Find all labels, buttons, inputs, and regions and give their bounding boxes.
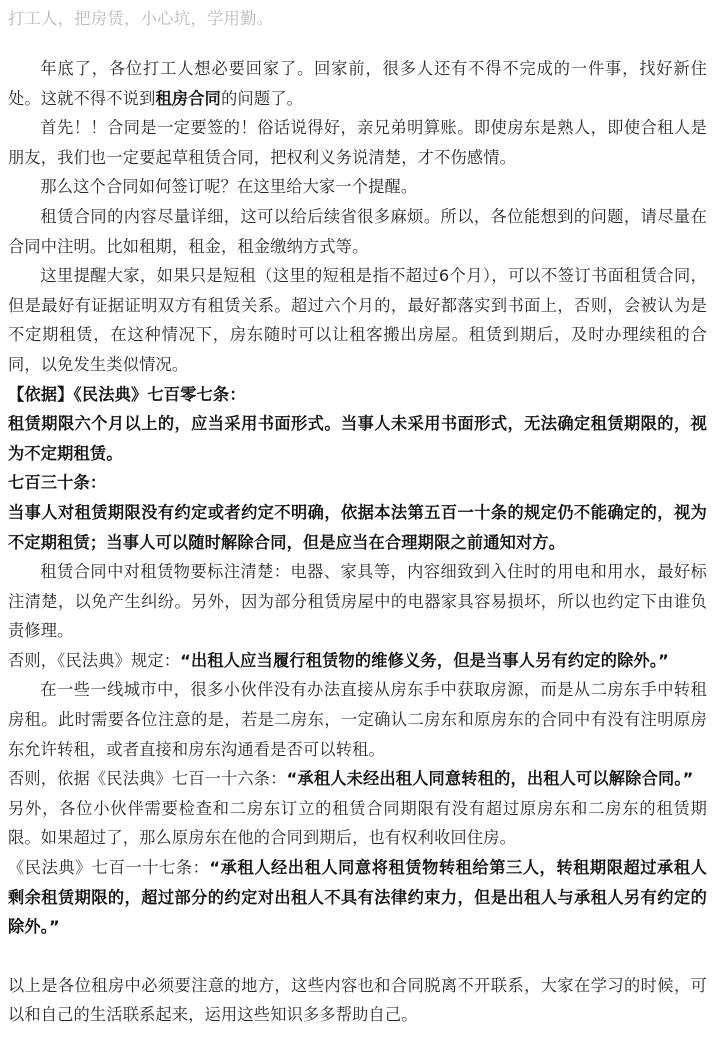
paragraph-p6 xyxy=(8,380,707,410)
paragraph-p5 xyxy=(8,261,707,379)
emphasis-text: “出租人应当履行租赁物的维修义务，但是当事人另有约定的除外。” xyxy=(180,650,669,670)
paragraph-p9 xyxy=(8,498,707,557)
body-text: 否则，依据《民法典》七百一十六条： xyxy=(8,769,287,789)
body-text: 这里提醒大家，如果只是短租（这里的短租是指不超过6个月），可以不签订书面租赁合同，但是最好有证据证明双方有租赁关系。超过六个月的，最好都落实到书面上，否则，会被认为是不定期租赁，在这种情况下，房东随时可以让租客搬出房屋。租赁到期后，及时办理续租的合同，以免发生类似情况。 xyxy=(8,266,707,374)
body-text: 租赁合同中对租赁物要标注清楚：电器、家具等，内容细致到入住时的用电和用水，最好标注清楚，以免产生纠纷。另外，因为部分租赁房屋中的电器家具容易损坏，所以也约定下由谁负责修理。 xyxy=(8,562,707,641)
article-lead-line: 打工人，把房赁，小心坑，学用勤。 xyxy=(8,9,274,28)
paragraph-p3 xyxy=(8,172,707,202)
emphasis-text: 租房合同 xyxy=(155,88,222,108)
paragraph-p16 xyxy=(8,971,707,1030)
body-text: 否则，《民法典》规定： xyxy=(8,650,181,670)
body-text: 《民法典》七百一十七条： xyxy=(8,858,210,878)
body-text: 租赁合同的内容尽量详细，这可以给后续省很多麻烦。所以，各位能想到的问题，请尽量在合同中注明。比如租期，租金，租金缴纳方式等。 xyxy=(8,206,707,256)
paragraph-p14 xyxy=(8,794,707,853)
body-text: 年底了，各位打工人想必要回家了。回家前，很多人还有不得不完成的一件事，找好新住处。这就不得不说到 xyxy=(8,59,707,108)
emphasis-text: “承租人未经出租人同意转租的，出租人可以解除合同。” xyxy=(286,769,694,789)
paragraph-p11 xyxy=(8,646,707,676)
body-text: 的问题了。 xyxy=(221,88,303,108)
emphasis-text: 七百三十条： xyxy=(8,473,107,493)
paragraph-p15 xyxy=(8,853,707,942)
paragraph-spacer xyxy=(8,942,707,971)
paragraph-p10 xyxy=(8,557,707,646)
emphasis-text: 租赁期限六个月以上的，应当采用书面形式。当事人未采用书面形式，无法确定租赁期限的，视为不定期租赁。 xyxy=(8,414,707,463)
body-text: 以上是各位租房中必须要注意的地方，这些内容也和合同脱离不开联系，大家在学习的时候，可以和自己的生活联系起来，运用这些知识多多帮助自己。 xyxy=(8,975,707,1025)
paragraph-p7 xyxy=(8,409,707,468)
body-text: 在一些一线城市中，很多小伙伴没有办法直接从房东手中获取房源，而是从二房东手中转租房租。此时需要各位注意的是，若是二房东，一定确认二房东和原房东的合同中有没有注明原房东允许转租，或者直接和房东沟通看是否可以转租。 xyxy=(8,680,707,759)
emphasis-text: “承租人经出租人同意将租赁物转租给第三人，转租期限超过承租人剩余租赁期限的，超过部分的约定对出租人不具有法律约束力，但是出租人与承租人另有约定的除外。” xyxy=(8,858,708,937)
lead-spacer xyxy=(8,32,707,54)
paragraph-p4 xyxy=(8,202,707,261)
paragraph-p2 xyxy=(8,113,707,172)
paragraph-p12 xyxy=(8,675,707,764)
paragraph-p8 xyxy=(8,468,707,498)
emphasis-text: 【依据】《民法典》七百零七条： xyxy=(8,384,246,404)
body-text: 首先！！合同是一定要签的！俗话说得好，亲兄弟明算账。即使房东是熟人，即使合租人是朋友，我们也一定要起草租赁合同，把权利义务说清楚，才不伤感情。 xyxy=(8,118,707,167)
paragraph-p1 xyxy=(8,54,707,113)
article-body xyxy=(8,54,707,1030)
body-text: 那么这个合同如何签订呢？在这里给大家一个提醒。 xyxy=(40,177,418,197)
body-text: 另外，各位小伙伴需要检查和二房东订立的租赁合同期限有没有超过原房东和二房东的租赁期限。如果超过了，那么原房东在他的合同到期后，也有权利收回住房。 xyxy=(8,798,707,848)
paragraph-p13 xyxy=(8,764,707,794)
emphasis-text: 当事人对租赁期限没有约定或者约定不明确，依据本法第五百一十条的规定仍不能确定的，视为不定期租赁；当事人可以随时解除合同，但是应当在合理期限之前通知对方。 xyxy=(8,502,707,552)
